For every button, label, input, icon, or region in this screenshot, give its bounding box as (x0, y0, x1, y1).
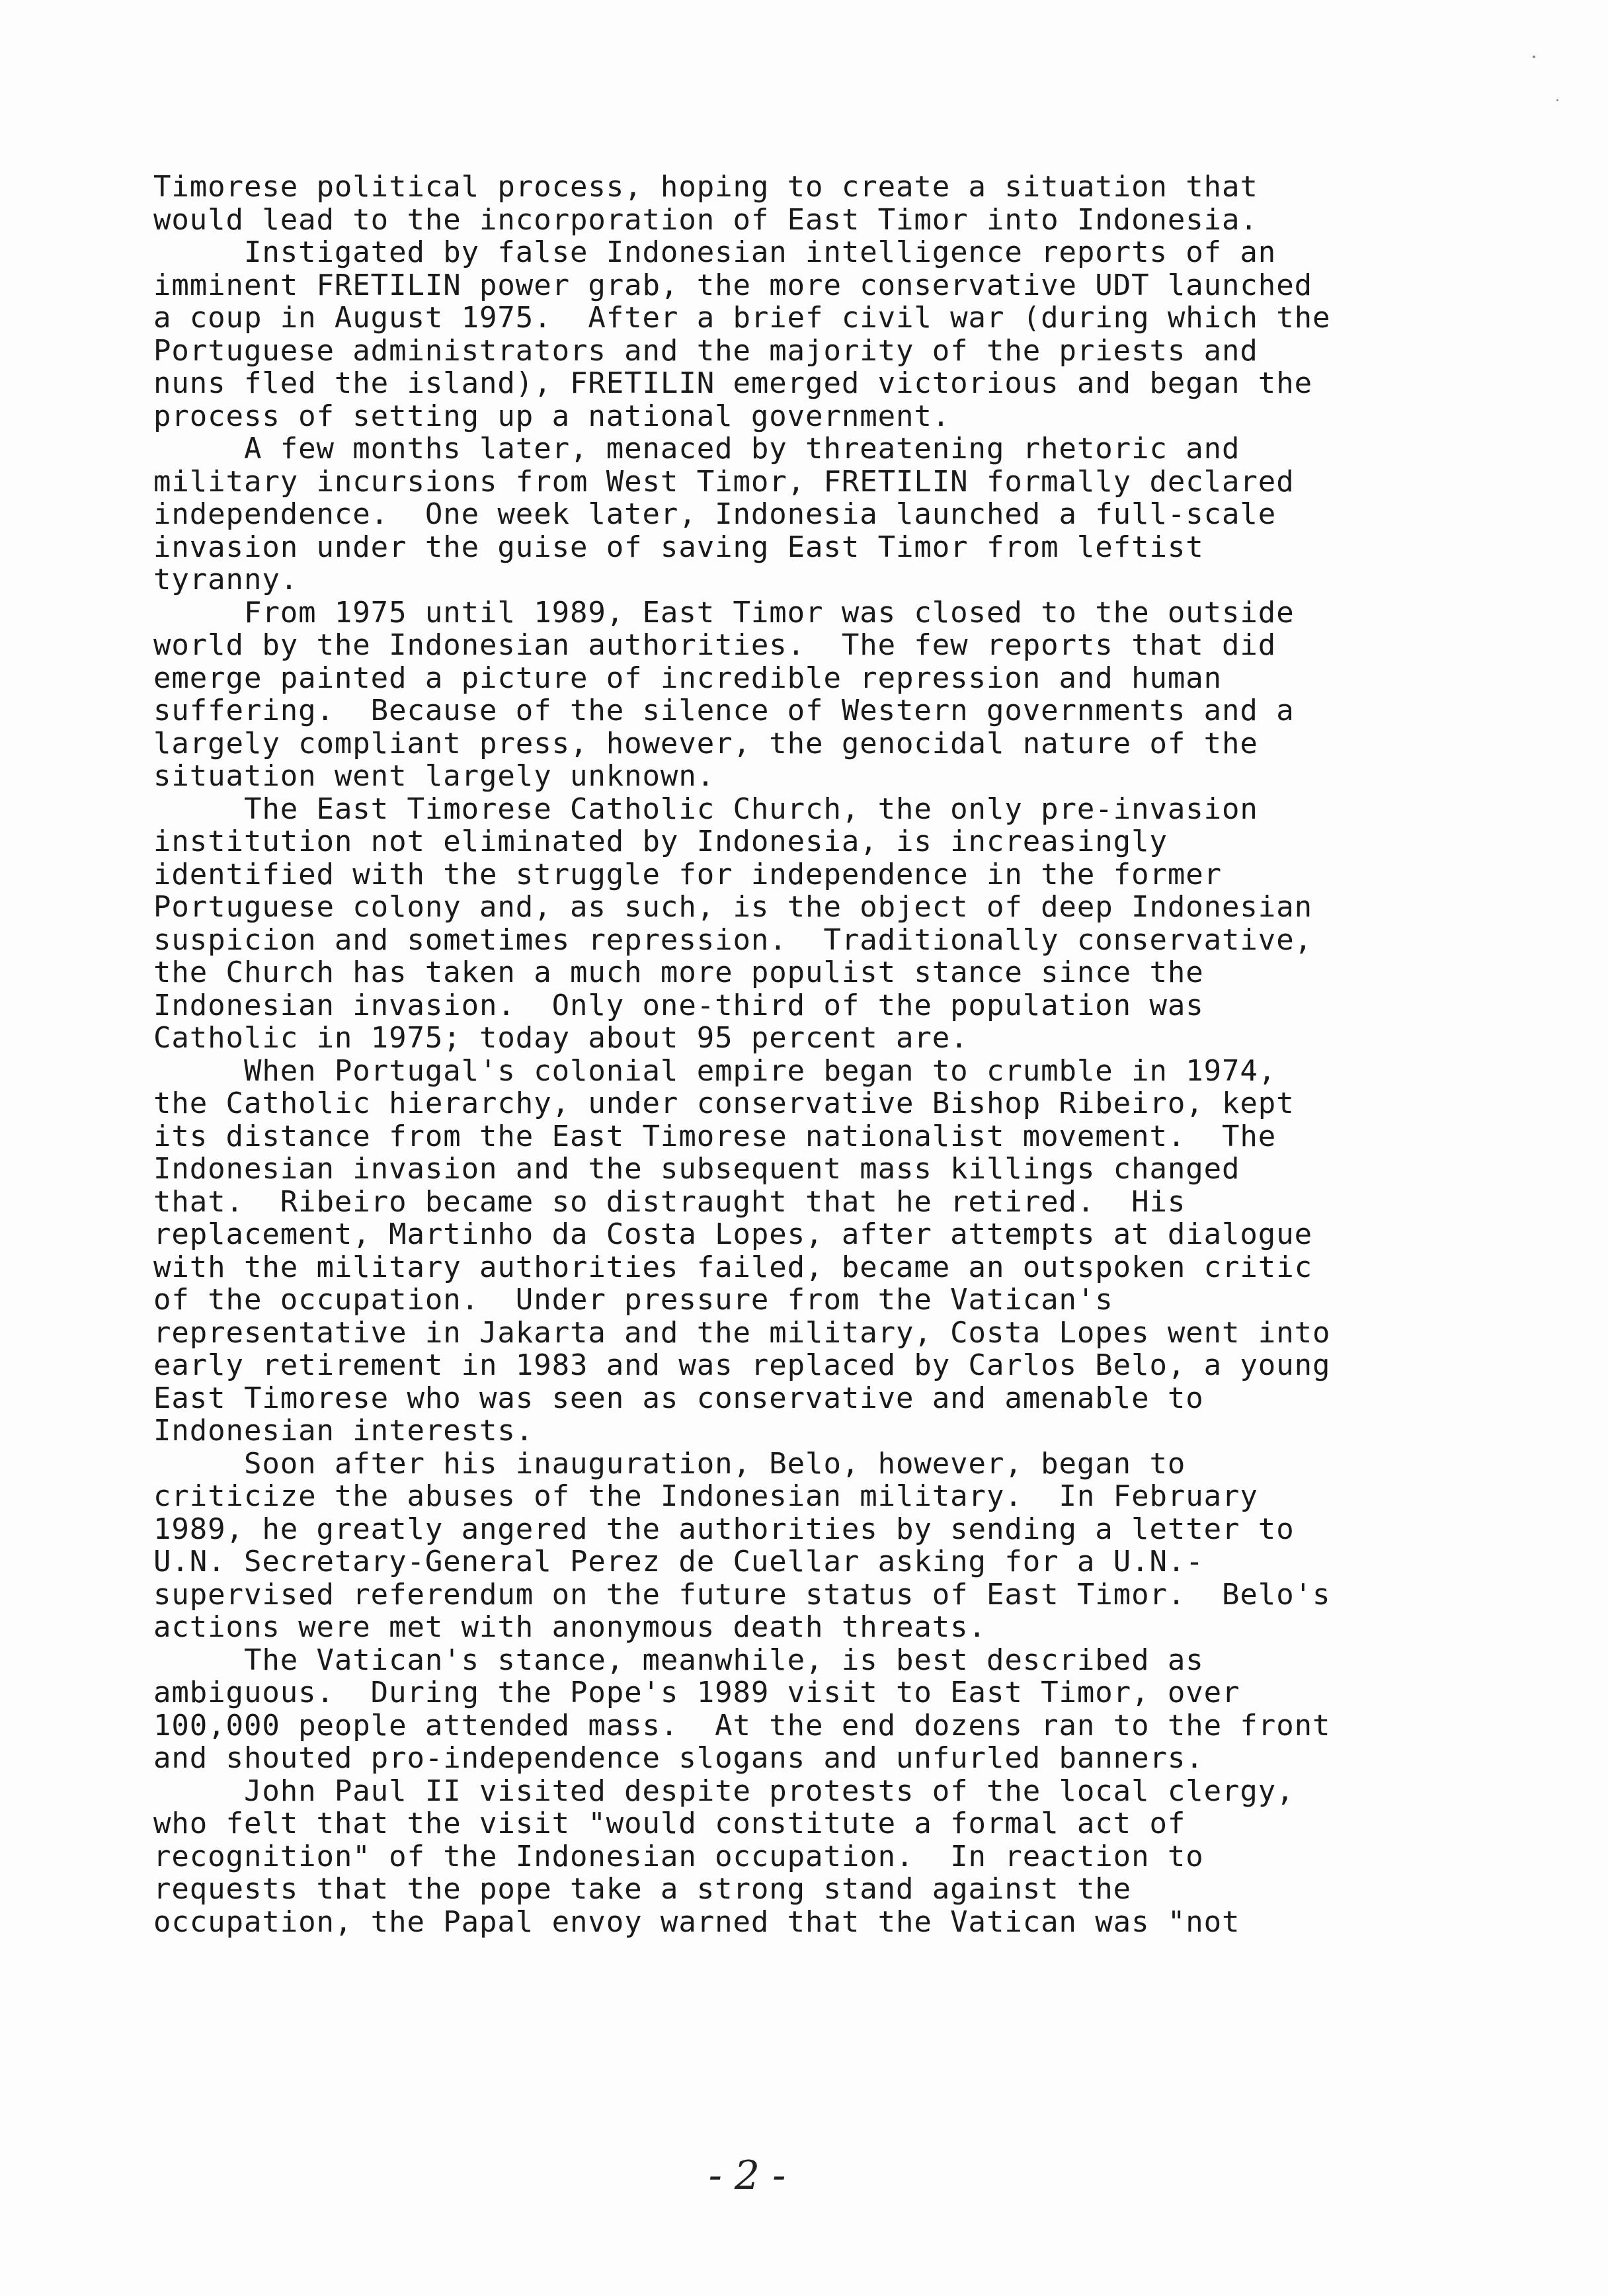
text-line: the Catholic hierarchy, under conservative Bishop Ribeiro, kept (153, 1086, 1295, 1120)
body-text (153, 171, 1489, 1938)
text-line: with the military authorities failed, became an outspoken critic (153, 1250, 1312, 1284)
text-line: military incursions from West Timor, FRETILIN formally declared (153, 464, 1295, 499)
text-line: its distance from the East Timorese nationalist movement. The (153, 1119, 1277, 1153)
text-line: U.N. Secretary-General Perez de Cuellar asking for a U.N.- (153, 1545, 1204, 1578)
text-line: Soon after his inauguration, Belo, however, began to (153, 1446, 1186, 1481)
text-line: 100,000 people attended mass. At the end dozens ran to the front (153, 1708, 1331, 1742)
text-line: 1989, he greatly angered the authorities by sending a letter to (153, 1512, 1295, 1546)
text-line: suspicion and sometimes repression. Traditionally conservative, (153, 922, 1312, 957)
text-line: suffering. Because of the silence of Western governments and a (153, 694, 1295, 727)
text-line: institution not eliminated by Indonesia, is increasingly (153, 825, 1168, 858)
text-line: criticize the abuses of the Indonesian military. In February (153, 1479, 1258, 1513)
text-line: early retirement in 1983 and was replaced by Carlos Belo, a young (153, 1348, 1331, 1382)
text-line: Portuguese administrators and the majority of the priests and (153, 333, 1258, 368)
text-line: Catholic in 1975; today about 95 percent are. (153, 1021, 969, 1055)
text-line: Indonesian invasion and the subsequent mass killings changed (153, 1152, 1240, 1186)
text-line: A few months later, menaced by threatening rhetoric and (153, 432, 1240, 466)
text-line: John Paul II visited despite protests of the local clergy, (153, 1774, 1295, 1808)
text-line: Portuguese colony and, as such, is the object of deep Indonesian (153, 890, 1312, 924)
text-line: tyranny. (153, 563, 299, 596)
text-line: ambiguous. During the Pope's 1989 visit to East Timor, over (153, 1676, 1240, 1709)
text-line: occupation, the Papal envoy warned that the Vatican was "not (153, 1905, 1240, 1939)
text-line: and shouted pro-independence slogans and unfurled banners. (153, 1741, 1204, 1775)
text-line: supervised referendum on the future status of East Timor. Belo's (153, 1577, 1331, 1612)
text-line: Indonesian interests. (153, 1414, 534, 1448)
text-line: invasion under the guise of saving East Timor from leftist (153, 530, 1204, 564)
scan-speck (1556, 99, 1558, 101)
text-line: situation went largely unknown. (153, 759, 715, 793)
text-line: requests that the pope take a strong stand against the (153, 1872, 1132, 1906)
text-line: of the occupation. Under pressure from the Vatican's (153, 1283, 1113, 1317)
text-line: the Church has taken a much more populist stance since the (153, 956, 1204, 989)
text-line: world by the Indonesian authorities. The few reports that did (153, 628, 1277, 662)
text-line: would lead to the incorporation of East Timor into Indonesia. (153, 202, 1258, 237)
text-line: replacement, Martinho da Costa Lopes, after attempts at dialogue (153, 1217, 1312, 1251)
text-line: that. Ribeiro became so distraught that he retired. His (153, 1184, 1186, 1219)
text-line: process of setting up a national government. (153, 399, 951, 433)
text-line: The Vatican's stance, meanwhile, is best described as (153, 1643, 1204, 1677)
text-line: who felt that the visit "would constitute a formal act of (153, 1807, 1186, 1840)
text-line: East Timorese who was seen as conservative and amenable to (153, 1381, 1204, 1415)
text-line: recognition" of the Indonesian occupation. In reaction to (153, 1839, 1204, 1873)
text-line: From 1975 until 1989, East Timor was closed to the outside (153, 595, 1295, 630)
text-line: a coup in August 1975. After a brief civil war (during which the (153, 301, 1331, 335)
text-line: independence. One week later, Indonesia launched a full-scale (153, 497, 1277, 531)
text-line: When Portugal's colonial empire began to crumble in 1974, (153, 1053, 1277, 1088)
text-line: nuns fled the island), FRETILIN emerged victorious and began the (153, 366, 1312, 400)
text-line: The East Timorese Catholic Church, the only pre-invasion (153, 792, 1258, 826)
scan-speck (1533, 56, 1535, 58)
text-line: Instigated by false Indonesian intelligence reports of an (153, 235, 1277, 269)
text-line: largely compliant press, however, the genocidal nature of the (153, 726, 1258, 760)
text-line: emerge painted a picture of incredible repression and human (153, 661, 1223, 695)
text-line: Timorese political process, hoping to create a situation that (153, 170, 1258, 204)
text-line: representative in Jakarta and the military, Costa Lopes went into (153, 1315, 1331, 1350)
text-line: Indonesian invasion. Only one-third of the population was (153, 988, 1204, 1022)
text-line: imminent FRETILIN power grab, the more conservative UDT launched (153, 268, 1312, 302)
text-line: identified with the struggle for independence in the former (153, 857, 1223, 891)
text-line: actions were met with anonymous death threats. (153, 1610, 986, 1644)
page-number: - 2 - (708, 2152, 786, 2199)
